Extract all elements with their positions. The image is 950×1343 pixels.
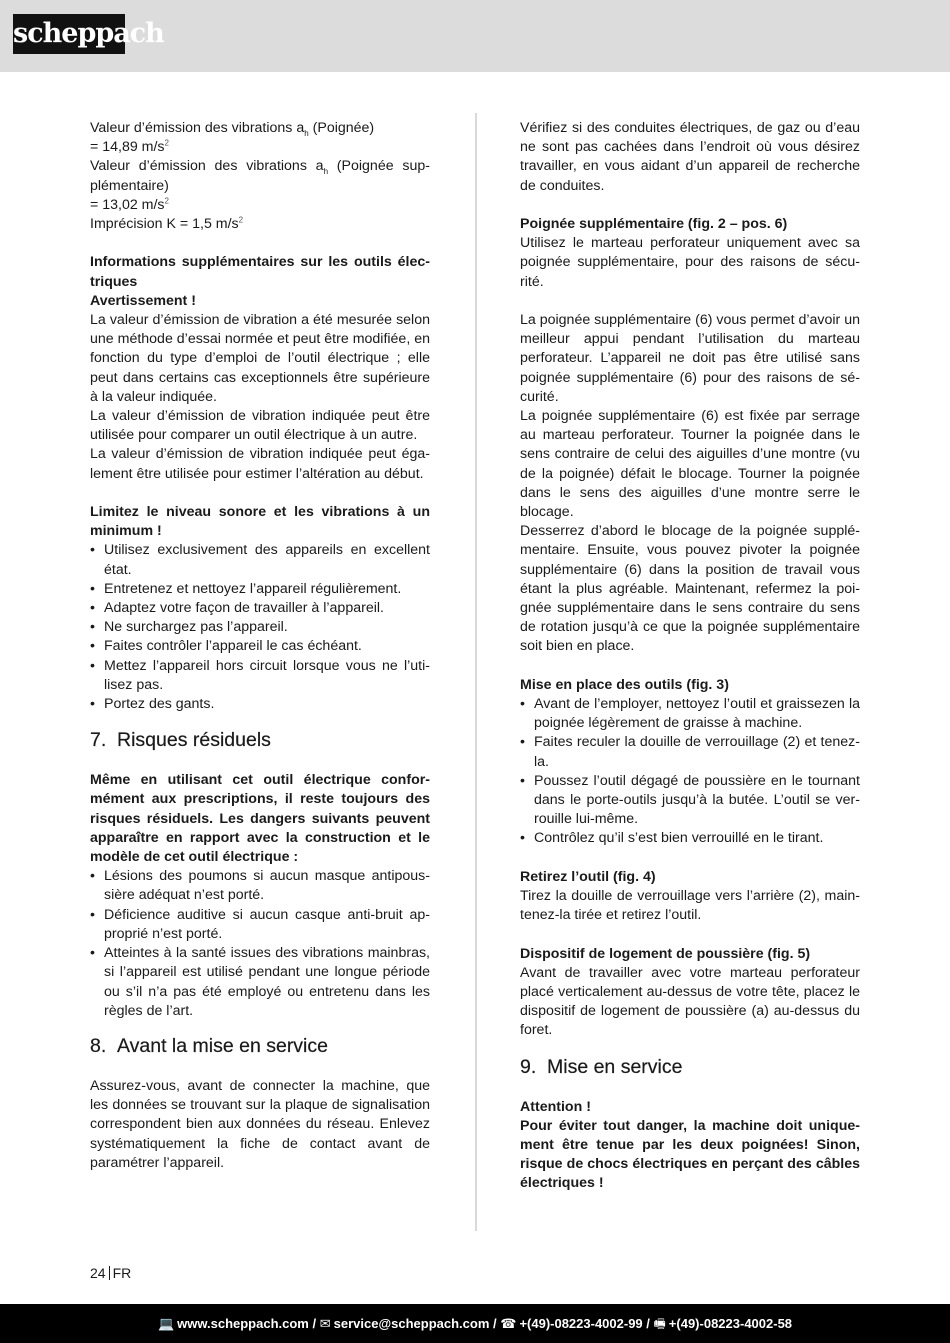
right-column bbox=[520, 119, 860, 1194]
website-link[interactable]: www.scheppach.com / bbox=[177, 1316, 317, 1331]
check-paragraph: Vérifiez si des conduites électriques, de gaz ou d’eau ne sont pas cachées dans l’endroit où vous désirez travailler, en vous aidant d’un appareil de recherche de conduites. bbox=[520, 120, 860, 194]
list-item: • Faites contrôler l’appareil le cas échéant. bbox=[90, 637, 430, 656]
column-divider bbox=[475, 113, 477, 1231]
email-link[interactable]: service@scheppach.com / bbox=[333, 1316, 497, 1331]
tools-heading: Mise en place des outils (fig. 3) bbox=[520, 676, 729, 693]
handle-paragraph-1: Utilisez le marteau perforateur uniquement avec sa poignée supplémentaire, pour des raisons de sécurité. bbox=[520, 235, 860, 290]
attention-heading: Attention ! bbox=[520, 1098, 591, 1115]
section-8-title: 8. Avant la mise en service bbox=[90, 1034, 328, 1057]
warning-heading: Avertissement ! bbox=[90, 292, 196, 309]
handle-paragraph-2: La poignée supplémentaire (6) vous permet d’avoir un meilleur appui pendant l’utilisation du marteau perforateur. L’appareil ne doit pas être utilisé sans poignée supplémentaire (6) pour des raisons de sécurité. bbox=[520, 312, 860, 405]
warning-paragraph-3: La valeur d’émission de vibration indiquée peut également être utilisée pour estimer l’altération au début. bbox=[90, 446, 430, 482]
page-number: 24 FR bbox=[90, 1265, 132, 1281]
list-item: • Utilisez exclusivement des appareils en excellent état. bbox=[90, 541, 430, 579]
limit-heading: Limitez le niveau sonore et les vibrations à un minimum ! bbox=[90, 504, 430, 540]
left-column bbox=[90, 119, 430, 1173]
warning-paragraph-1: La valeur d’émission de vibration a été mesurée selon une méthode d’essai normée et peut être modifiée, en fonction du type d’emploi de l’outil électrique ; elle peut dans certains cas exceptionnels être supérieure à la valeur indiquée. bbox=[90, 312, 430, 405]
list-item: • Avant de l’employer, nettoyez l’outil et graissezen la poignée légèrement de graisse à machine. bbox=[520, 695, 860, 733]
list-item: • Adaptez votre façon de travailler à l’appareil. bbox=[90, 599, 430, 618]
computer-icon: 💻 bbox=[157, 1316, 175, 1331]
handle-heading: Poignée supplémentaire (fig. 2 – pos. 6) bbox=[520, 216, 788, 232]
list-item: • Contrôlez qu’il s’est bien verrouillé en le tirant. bbox=[520, 829, 860, 848]
fax-number: +(49)-08223-4002-58 bbox=[668, 1316, 793, 1331]
handle-paragraph-3: La poignée supplémentaire (6) est fixée par serrage au marteau perforateur. Tourner la poignée dans le sens contraire de celui des aiguilles d’une montre (vu de la poignée) défait le blocage. Tourner la poignée dans le sens des aiguilles d’une montre serre le blocage. bbox=[520, 408, 860, 521]
dust-heading: Dispositif de logement de poussière (fig. 5) bbox=[520, 945, 811, 962]
phone-number: +(49)-08223-4002-99 / bbox=[519, 1316, 650, 1331]
section-9-title: 9. Mise en service bbox=[520, 1055, 683, 1078]
handle-paragraph-4: Desserrez d’abord le blocage de la poignée supplémentaire. Ensuite, vous pouvez pivoter la poignée supplémentaire (6) dans la position de travail vous étant la plus agréable. Maintenant, refermez la poignée supplémentaire dans le sens contraire du sens de rotation jusqu’à ce que la poignée supplémentaire soit bien en place. bbox=[520, 523, 860, 655]
fax-icon: 🖷 bbox=[653, 1316, 666, 1331]
list-item: • Ne surchargez pas l’appareil. bbox=[90, 618, 430, 637]
list-item: • Poussez l’outil dégagé de poussière en le tournant dans le porte-outils jusqu’à la butée. L’outil se verrouille lui-même. bbox=[520, 772, 860, 830]
uncertainty-value: Imprécision K = 1,5 $m/s^2$ bbox=[90, 215, 244, 233]
section-7-intro: Même en utilisant cet outil électrique conformément aux prescriptions, il reste toujours des risques résiduels. Les dangers suivants peuvent apparaître en rapport avec la construction et le modèle de cet outil électrique : bbox=[90, 772, 430, 866]
vibration-value-handle: Valeur d’émission des vibrations $a_h$ (Poignée) = 14,89 $m/s^2$ bbox=[90, 120, 375, 156]
remove-heading: Retirez l’outil (fig. 4) bbox=[520, 868, 656, 885]
limit-list bbox=[90, 541, 430, 714]
remove-paragraph: Tirez la douille de verrouillage vers l’arrière (2), maintenez-la tirée et retirez l’outil. bbox=[520, 888, 860, 924]
dust-paragraph: Avant de travailler avec votre marteau perforateur placé verticalement au-dessus de votre tête, placez le dispositif de logement de poussière (a) au-dessus du foret. bbox=[520, 964, 860, 1039]
attention-paragraph: Pour éviter tout danger, la machine doit uniquement être tenue par les deux poignées! Sinon, risque de chocs électriques en perçant des câbles électriques ! bbox=[520, 1117, 860, 1192]
page-header bbox=[0, 0, 950, 72]
mail-icon: ✉ bbox=[319, 1316, 331, 1331]
list-item: • Déficience auditive si aucun casque anti-bruit approprié n’est porté. bbox=[90, 906, 430, 944]
info-heading: Informations supplémentaires sur les outils électriques bbox=[90, 254, 430, 290]
list-item: • Atteintes à la santé issues des vibrations mainbras, si l’appareil est utilisé pendant une longue période ou s’il n’a pas été employé ou entretenu dans les règles de l’art. bbox=[90, 944, 430, 1021]
scheppach-logo: scheppach bbox=[13, 14, 125, 54]
warning-paragraph-2: La valeur d’émission de vibration indiquée peut être utilisée pour comparer un outil électrique à un autre. bbox=[90, 408, 430, 444]
list-item: • Faites reculer la douille de verrouillage (2) et tenez-la. bbox=[520, 733, 860, 771]
list-item: • Lésions des poumons si aucun masque antipoussière adéquat n’est porté. bbox=[90, 867, 430, 905]
tools-list bbox=[520, 695, 860, 849]
vibration-value-aux-handle: Valeur d’émission des vibrations $a_h$ (Poignée supplémentaire) = 13,02 $m/s^2$ bbox=[90, 158, 430, 213]
section-8-paragraph: Assurez-vous, avant de connecter la machine, que les données se trouvant sur la plaque de signalisation correspondent bien aux données du réseau. Enlevez systématiquement la fiche de contact avant de paramétrer l’appareil. bbox=[90, 1077, 430, 1171]
list-item: • Portez des gants. bbox=[90, 695, 430, 714]
page-footer bbox=[0, 1304, 950, 1343]
phone-icon: ☎ bbox=[500, 1316, 517, 1331]
list-item: • Mettez l’appareil hors circuit lorsque vous ne l’utilisez pas. bbox=[90, 657, 430, 695]
section-7-title: 7. Risques résiduels bbox=[90, 729, 271, 752]
list-item: • Entretenez et nettoyez l’appareil régulièrement. bbox=[90, 580, 430, 599]
residual-risks-list bbox=[90, 867, 430, 1021]
